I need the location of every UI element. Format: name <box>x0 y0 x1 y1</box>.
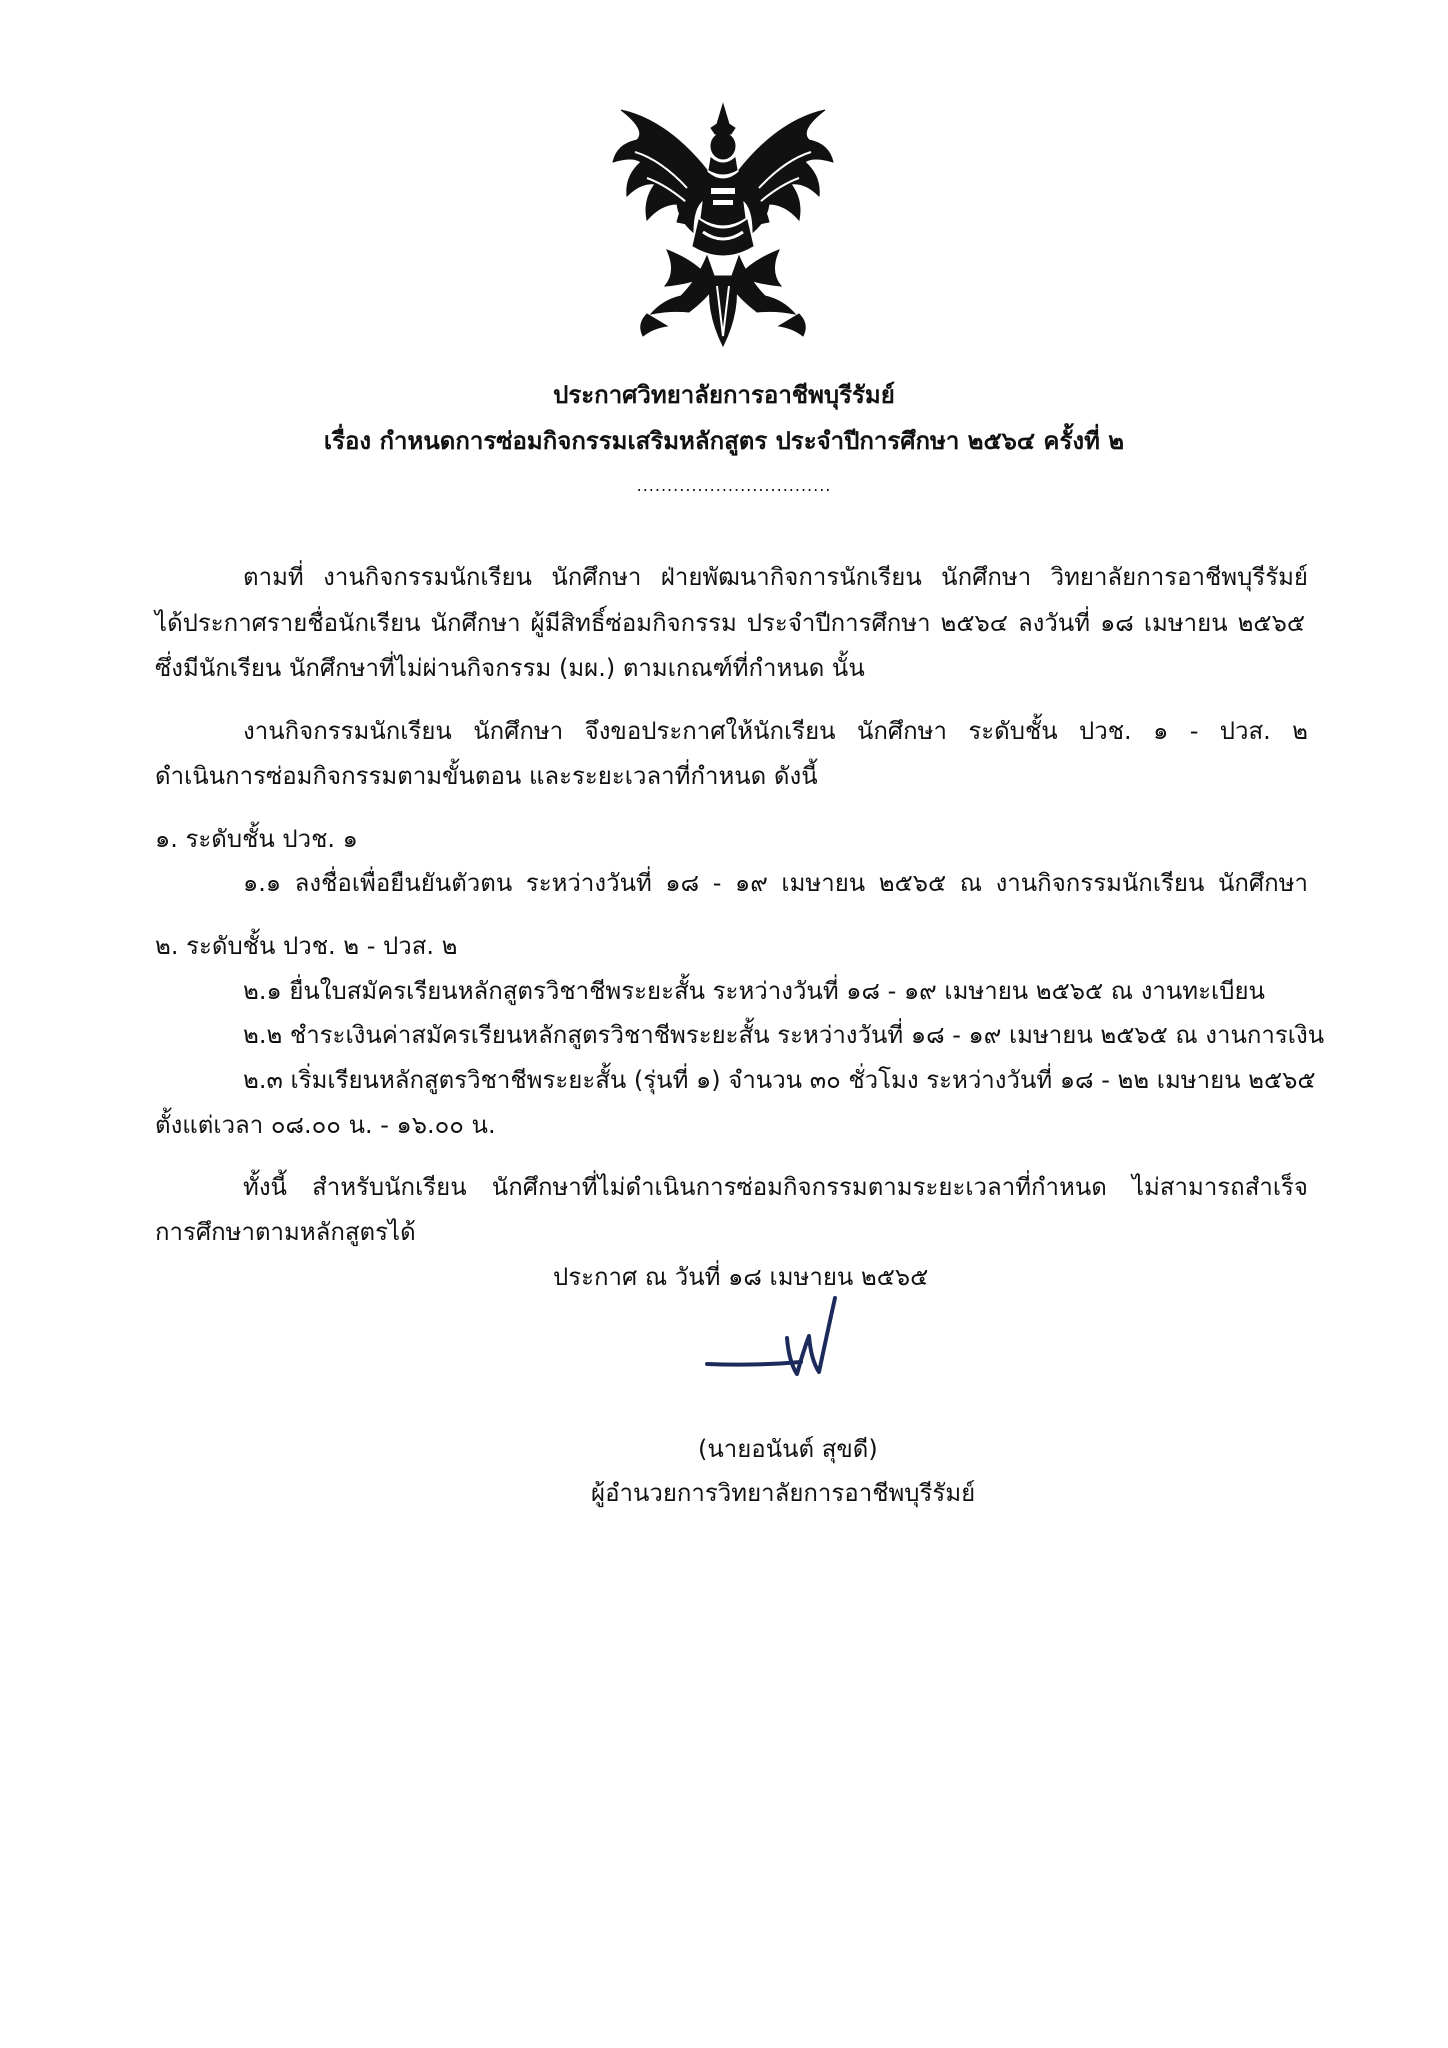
announcement-subject: เรื่อง กำหนดการซ่อมกิจกรรมเสริมหลักสูตร ประจำปีการศึกษา ๒๕๖๔ ครั้งที่ ๒ <box>323 427 1125 455</box>
section1-heading: ๑. ระดับชั้น ปวช. ๑ <box>155 825 358 853</box>
section2-item3: ๒.๓ เริ่มเรียนหลักสูตรวิชาชีพระยะสั้น (รุ่นที่ ๑) จำนวน ๓๐ ชั่วโมง ระหว่างวันที่ ๑๘ - ๒๒ เมษายน ๒๕๖๕ <box>243 1066 1316 1094</box>
para2-line2: ดำเนินการซ่อมกิจกรรมตามขั้นตอน และระยะเวลาที่กำหนด ดังนี้ <box>155 762 818 790</box>
announcement-date: ประกาศ ณ วันที่ ๑๘ เมษายน ๒๕๖๕ <box>553 1263 929 1291</box>
para2-line1: งานกิจกรรมนักเรียน นักศึกษา จึงขอประกาศให้นักเรียน นักศึกษา ระดับชั้น ปวช. ๑ - ปวส. ๒ <box>243 717 1308 745</box>
signer-name: (นายอนันต์ สุขดี) <box>698 1435 878 1463</box>
para1-line3: ซึ่งมีนักเรียน นักศึกษาที่ไม่ผ่านกิจกรรม (มผ.) ตามเกณฑ์ที่กำหนด นั้น <box>155 654 865 682</box>
signature-icon <box>705 1288 870 1393</box>
para1-line1: ตามที่ งานกิจกรรมนักเรียน นักศึกษา ฝ่ายพัฒนากิจการนักเรียน นักศึกษา วิทยาลัยการอาชีพบุรีรัมย์ <box>243 563 1308 591</box>
para3-line2: การศึกษาตามหลักสูตรได้ <box>155 1218 416 1246</box>
section2-item1: ๒.๑ ยื่นใบสมัครเรียนหลักสูตรวิชาชีพระยะสั้น ระหว่างวันที่ ๑๘ - ๑๙ เมษายน ๒๕๖๕ ณ งานทะเบียน <box>243 977 1265 1005</box>
announcement-title: ประกาศวิทยาลัยการอาชีพบุรีรัมย์ <box>553 381 895 409</box>
para3-line1: ทั้งนี้ สำหรับนักเรียน นักศึกษาที่ไม่ดำเนินการซ่อมกิจกรรมตามระยะเวลาที่กำหนด ไม่สามารถสำเร็จ <box>243 1173 1308 1201</box>
section1-item1: ๑.๑ ลงชื่อเพื่อยืนยันตัวตน ระหว่างวันที่ ๑๘ - ๑๙ เมษายน ๒๕๖๕ ณ งานกิจกรรมนักเรียน นักศึกษา <box>243 869 1308 897</box>
section2-item2: ๒.๒ ชำระเงินค่าสมัครเรียนหลักสูตรวิชาชีพระยะสั้น ระหว่างวันที่ ๑๘ - ๑๙ เมษายน ๒๕๖๕ ณ งานการเงิน <box>243 1021 1325 1049</box>
section2-item3-continued: ตั้งแต่เวลา ๐๘.๐๐ น. - ๑๖.๐๐ น. <box>155 1111 496 1139</box>
title-separator: ................................ <box>636 476 832 495</box>
signer-title: ผู้อำนวยการวิทยาลัยการอาชีพบุรีรัมย์ <box>591 1479 976 1507</box>
garuda-emblem-icon <box>607 100 839 350</box>
para1-line2: ได้ประกาศรายชื่อนักเรียน นักศึกษา ผู้มีสิทธิ์ซ่อมกิจกรรม ประจำปีการศึกษา ๒๕๖๔ ลงวันที่ ๑๘ เมษายน ๒๕๖๕ <box>155 609 1305 637</box>
section2-heading: ๒. ระดับชั้น ปวช. ๒ - ปวส. ๒ <box>155 932 458 960</box>
